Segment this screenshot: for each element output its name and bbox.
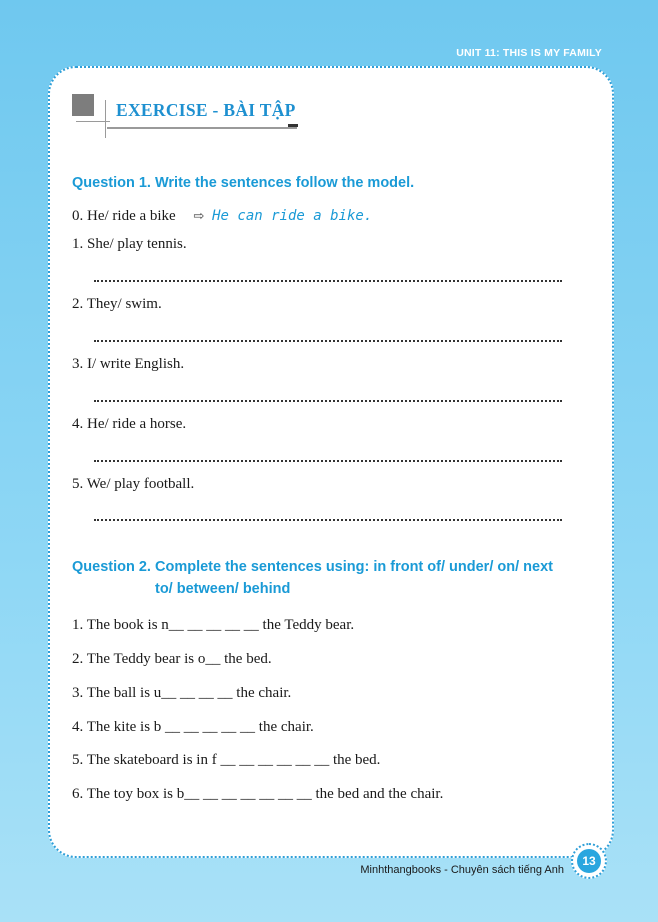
unit-header: UNIT 11: THIS IS MY FAMILY [456, 47, 602, 59]
answer-line[interactable] [94, 280, 562, 282]
arrow-right-icon: ⇨ [193, 209, 205, 224]
page-number-badge [571, 843, 607, 879]
answer-line[interactable] [94, 519, 562, 521]
model-prompt: 0. He/ ride a bike [72, 208, 176, 224]
answer-line[interactable] [94, 340, 562, 342]
q1-item: 4. He/ ride a horse. [72, 416, 187, 432]
model-answer: He can ride a bike. [212, 208, 373, 224]
page-number: 13 [577, 849, 601, 873]
q2-item: 5. The skateboard is in f __ __ __ __ __ __ the bed. [72, 752, 381, 768]
exercise-square-icon [72, 94, 110, 138]
q2-item: 4. The kite is b __ __ __ __ __ the chair. [72, 719, 314, 735]
q1-item: 1. She/ play tennis. [72, 236, 187, 252]
q1-item: 2. They/ swim. [72, 296, 162, 312]
answer-line[interactable] [94, 400, 562, 402]
q2-item: 6. The toy box is b__ __ __ __ __ __ __ the bed and the chair. [72, 786, 444, 802]
exercise-title: EXERCISE - BÀI TẬP [116, 100, 296, 120]
model-item [72, 208, 372, 225]
q1-item: 3. I/ write English. [72, 356, 185, 372]
question2-heading: Question 2. Complete the sentences using: in front of/ under/ on/ next [72, 559, 553, 575]
q2-item: 1. The book is n__ __ __ __ __ the Teddy bear. [72, 617, 355, 633]
q2-item: 3. The ball is u__ __ __ __ the chair. [72, 685, 292, 701]
q2-item: 2. The Teddy bear is o__ the bed. [72, 651, 272, 667]
answer-line[interactable] [94, 460, 562, 462]
question2-heading-cont: to/ between/ behind [155, 581, 291, 597]
title-dash [288, 124, 298, 127]
question1-heading: Question 1. Write the sentences follow the model. [72, 175, 415, 191]
title-underline [107, 127, 297, 129]
footer-publisher: Minhthangbooks - Chuyên sách tiếng Anh [360, 864, 564, 876]
q1-item: 5. We/ play football. [72, 476, 195, 492]
